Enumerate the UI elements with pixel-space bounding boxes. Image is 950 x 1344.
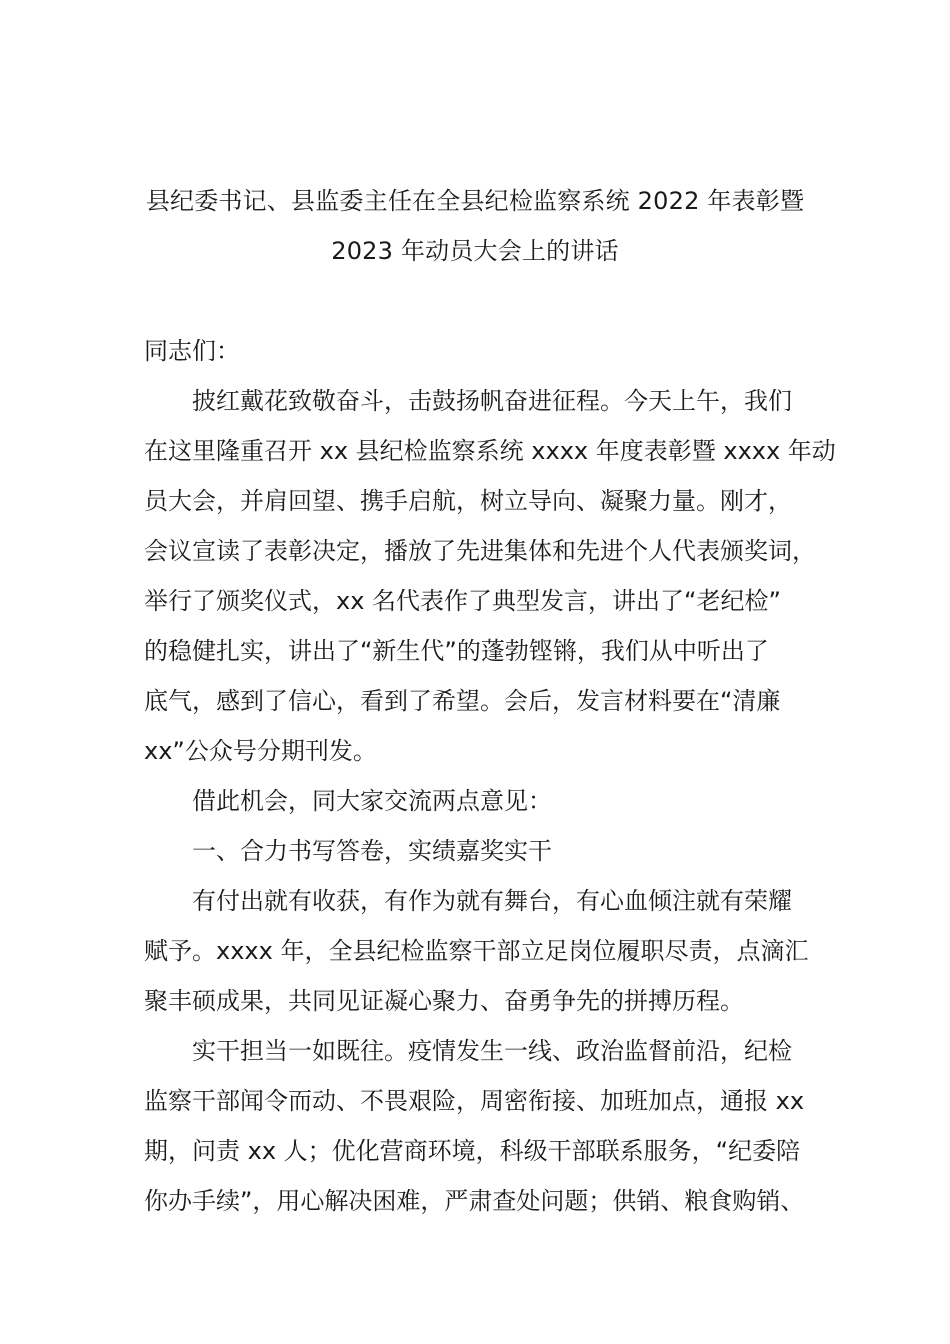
body-line: 实干担当一如既往。疫情发生一线、政治监督前沿，纪检 <box>192 1037 792 1065</box>
body-line: 期，问责 xx 人；优化营商环境，科级干部联系服务，“纪委陪 <box>144 1137 801 1165</box>
body-line: 监察干部闻令而动、不畏艰险，周密衔接、加班加点，通报 xx <box>144 1087 805 1115</box>
body-line: 会议宣读了表彰决定，播放了先进集体和先进个人代表颁奖词， <box>144 537 816 565</box>
body-line: 在这里隆重召开 xx 县纪检监察系统 xxxx 年度表彰暨 xxxx 年动 <box>144 437 836 465</box>
body-line: 借此机会，同大家交流两点意见： <box>192 787 552 815</box>
body-line: 举行了颁奖仪式，xx 名代表作了典型发言，讲出了“老纪检” <box>144 587 781 615</box>
body-line: 你办手续”，用心解决困难，严肃查处问题；供销、粮食购销、 <box>144 1187 805 1215</box>
document-title-line-1: 县纪委书记、县监委主任在全县纪检监察系统 2022 年表彰暨 <box>145 187 805 215</box>
body-line: 聚丰硕成果，共同见证凝心聚力、奋勇争先的拼搏历程。 <box>144 987 744 1015</box>
body-line: 的稳健扎实，讲出了“新生代”的蓬勃铿锵，我们从中听出了 <box>144 637 769 665</box>
body-line: 员大会，并肩回望、携手启航，树立导向、凝聚力量。刚才， <box>144 487 792 515</box>
body-line: 底气，感到了信心，看到了希望。会后，发言材料要在“清廉 <box>144 687 781 715</box>
body-line: 赋予。xxxx 年，全县纪检监察干部立足岗位履职尽责，点滴汇 <box>144 937 809 965</box>
document-title-line-2: 2023 年动员大会上的讲话 <box>331 237 619 265</box>
salutation: 同志们： <box>144 337 240 365</box>
body-line: xx”公众号分期刊发。 <box>144 737 377 765</box>
body-line: 有付出就有收获，有作为就有舞台，有心血倾注就有荣耀 <box>192 887 792 915</box>
section-heading: 一、合力书写答卷，实绩嘉奖实干 <box>192 837 552 865</box>
body-line: 披红戴花致敬奋斗，击鼓扬帆奋进征程。今天上午，我们 <box>192 387 792 415</box>
